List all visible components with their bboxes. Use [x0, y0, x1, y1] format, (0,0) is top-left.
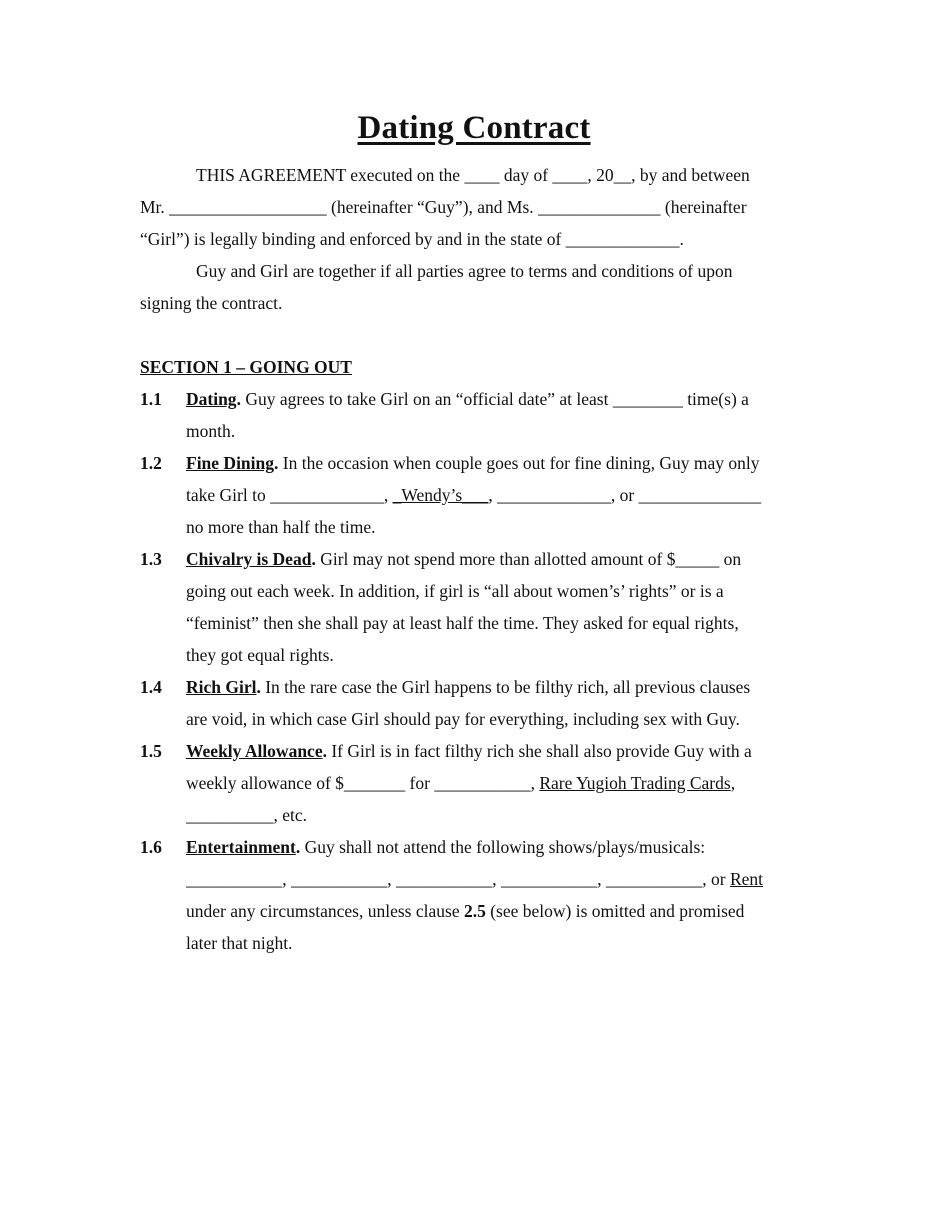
title-period: . — [236, 389, 241, 409]
intro-line: signing the contract. — [140, 293, 283, 313]
clause-title: Entertainment — [186, 837, 296, 857]
clause-line-rest: If Girl is in fact filthy rich she shall also provide Guy with a — [326, 741, 752, 761]
spacer — [140, 319, 808, 351]
clause-line: (see below) is omitted and promised — [485, 901, 745, 921]
clause-1-1 — [140, 383, 808, 447]
clause-line — [274, 453, 760, 473]
intro-line: “Girl”) is legally binding and enforced by and in the state of _____________. — [140, 229, 684, 249]
clause-1-3 — [140, 543, 808, 671]
clause-title: Chivalry is Dead — [186, 549, 312, 569]
clause-line-rest: In the occasion when couple goes out for fine dining, Guy may only — [278, 453, 760, 473]
clause-number: 1.3 — [140, 549, 162, 569]
intro-paragraph-2 — [140, 255, 808, 319]
clause-line — [296, 837, 705, 857]
clause-1-6 — [140, 831, 808, 959]
intro-line: THIS AGREEMENT executed on the ____ day of ____, 20__, by and between — [196, 165, 750, 185]
clause-number: 1.4 — [140, 677, 162, 697]
clause-line: they got equal rights. — [186, 645, 334, 665]
clause-line: no more than half the time. — [186, 517, 376, 537]
clause-line: going out each week. In addition, if girl is “all about women’s’ rights” or is a — [186, 581, 724, 601]
clause-line — [237, 389, 749, 409]
clause-line: month. — [186, 421, 236, 441]
clause-line: take Girl to _____________, — [186, 485, 393, 505]
clause-title: Dating — [186, 389, 237, 409]
clause-number: 1.6 — [140, 837, 162, 857]
clause-1-2 — [140, 447, 808, 543]
clause-line: , _____________, or ______________ — [488, 485, 762, 505]
intro-line: Mr. __________________ (hereinafter “Guy”), and Ms. ______________ (hereinafter — [140, 197, 747, 217]
title-period: . — [311, 549, 316, 569]
clause-line: __________, etc. — [186, 805, 308, 825]
title-period: . — [256, 677, 261, 697]
filled-blank: Rare Yugioh Trading Cards — [539, 773, 731, 793]
clause-line-rest: Guy agrees to take Girl on an “official date” at least ________ time(s) a — [240, 389, 749, 409]
clause-line — [256, 677, 750, 697]
clause-1-4 — [140, 671, 808, 735]
clause-number: 1.5 — [140, 741, 162, 761]
clause-title: Weekly Allowance — [186, 741, 323, 761]
clause-line: weekly allowance of $_______ for ___________, — [186, 773, 540, 793]
clause-line — [323, 741, 752, 761]
clause-1-5 — [140, 735, 808, 831]
clause-line: , — [730, 773, 736, 793]
clause-title: Rich Girl — [186, 677, 257, 697]
clause-title: Fine Dining — [186, 453, 275, 473]
clause-line: are void, in which case Girl should pay for everything, including sex with Guy. — [186, 709, 740, 729]
title-period: . — [295, 837, 301, 857]
clause-line: ___________, ___________, ___________, ___________, ___________, or — [186, 869, 730, 889]
intro-line: Guy and Girl are together if all parties agree to terms and conditions of upon — [196, 261, 733, 281]
clause-line-rest: Guy shall not attend the following shows/plays/musicals: — [300, 837, 706, 857]
document-title: Dating Contract — [357, 110, 591, 146]
clause-line-rest: Girl may not spend more than allotted amount of $_____ on — [315, 549, 742, 569]
contract-page — [140, 110, 808, 959]
intro-paragraph-1 — [140, 159, 808, 255]
clause-reference: 2.5 — [463, 901, 486, 921]
title-period: . — [274, 453, 279, 473]
clause-line: later that night. — [186, 933, 293, 953]
clause-line-rest: In the rare case the Girl happens to be filthy rich, all previous clauses — [260, 677, 751, 697]
clause-line: “feminist” then she shall pay at least half the time. They asked for equal rights, — [186, 613, 739, 633]
filled-blank: Rent — [729, 869, 764, 889]
clause-line — [311, 549, 741, 569]
clause-line: under any circumstances, unless clause — [186, 901, 464, 921]
clause-number: 1.2 — [140, 453, 162, 473]
clause-number: 1.1 — [140, 389, 162, 409]
section-heading: SECTION 1 – GOING OUT — [140, 357, 352, 377]
filled-blank: _Wendy’s___ — [392, 485, 489, 505]
title-period: . — [322, 741, 327, 761]
